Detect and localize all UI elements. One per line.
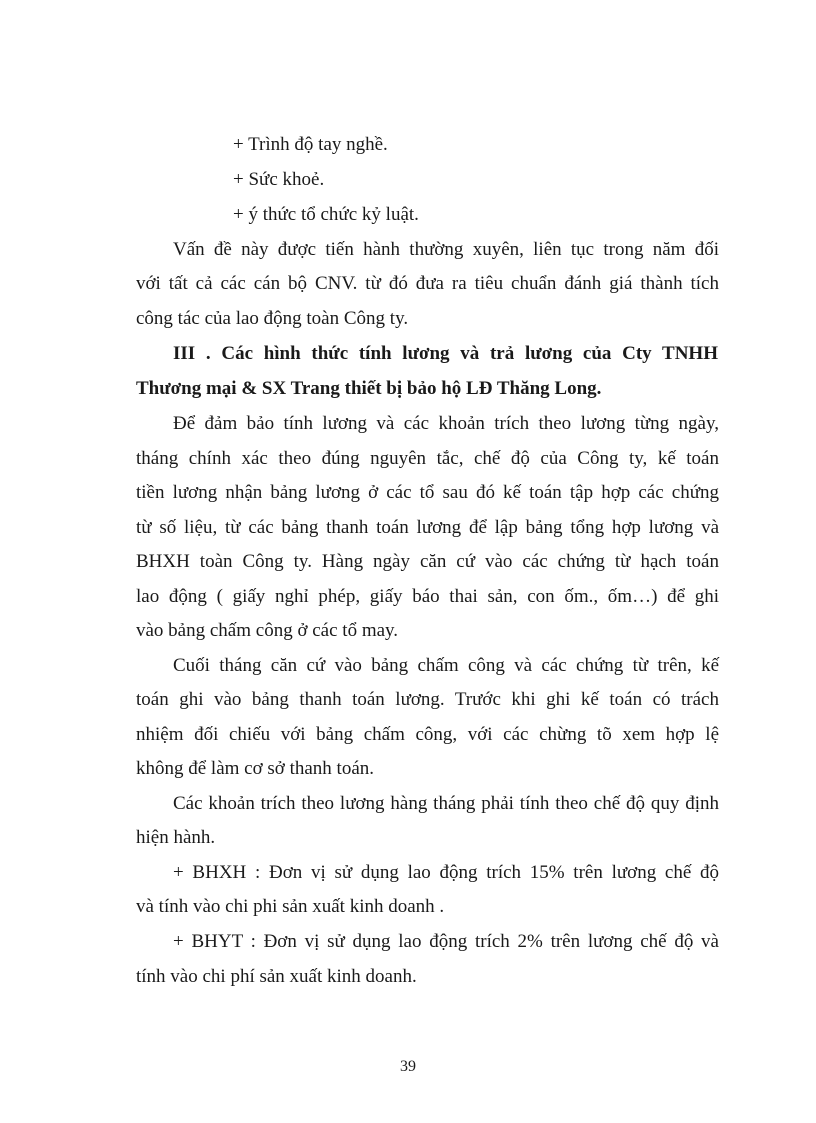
para3-line1: Cuối tháng căn cứ vào bảng chấm công và các chứng từ trên, kế: [173, 655, 719, 676]
para6-line2: tính vào chi phí sản xuất kinh doanh.: [136, 966, 417, 987]
para2-line6: lao động ( giấy nghỉ phép, giấy báo thai sản, con ốm., ốm…) để ghi: [136, 586, 719, 607]
para4-line2: hiện hành.: [136, 827, 216, 848]
section-heading-line1: III . Các hình thức tính lương và trả lương của Cty TNHH: [173, 343, 718, 364]
para3-line4: không để làm cơ sở thanh toán.: [136, 758, 375, 779]
para2-line2: tháng chính xác theo đúng nguyên tắc, chế độ của Công ty, kế toán: [136, 448, 719, 469]
section-heading-line2: Thương mại & SX Trang thiết bị bảo hộ LĐ Thăng Long.: [136, 378, 602, 399]
para1-line3: công tác của lao động toàn Công ty.: [136, 308, 409, 329]
para3-line2: toán ghi vào bảng thanh toán lương. Trước khi ghi kế toán có trách: [136, 689, 719, 710]
para2-line4: từ số liệu, từ các bảng thanh toán lương để lập bảng tổng hợp lương và: [136, 517, 719, 538]
para2-line7: vào bảng chấm công ở các tổ may.: [136, 620, 399, 641]
para1-line1: Vấn đề này được tiến hành thường xuyên, liên tục trong năm đối: [173, 239, 719, 260]
para2-line5: BHXH toàn Công ty. Hàng ngày căn cứ vào các chứng từ hạch toán: [136, 551, 719, 572]
para2-line1: Để đảm bảo tính lương và các khoản trích theo lương từng ngày,: [173, 413, 719, 434]
para5-line2: và tính vào chi phi sản xuất kinh doanh .: [136, 896, 445, 917]
para1-line2: với tất cả các cán bộ CNV. từ đó đưa ra tiêu chuẩn đánh giá thành tích: [136, 273, 719, 294]
page-number: 39: [400, 1058, 416, 1075]
para3-line3: nhiệm đối chiếu với bảng chấm công, với các chừng tõ xem hợp lệ: [136, 724, 719, 745]
bullet-skill: + Trình độ tay nghề.: [233, 134, 388, 155]
para5-line1: + BHXH : Đơn vị sử dụng lao động trích 15% trên lương chế độ: [173, 862, 719, 883]
para6-line1: + BHYT : Đơn vị sử dụng lao động trích 2% trên lương chế độ và: [173, 931, 719, 952]
bullet-discipline: + ý thức tổ chức kỷ luật.: [233, 204, 419, 225]
para2-line3: tiền lương nhận bảng lương ở các tổ sau đó kế toán tập hợp các chứng: [136, 482, 719, 503]
bullet-health: + Sức khoẻ.: [233, 169, 325, 190]
para4-line1: Các khoản trích theo lương hàng tháng phải tính theo chế độ quy định: [173, 793, 719, 814]
